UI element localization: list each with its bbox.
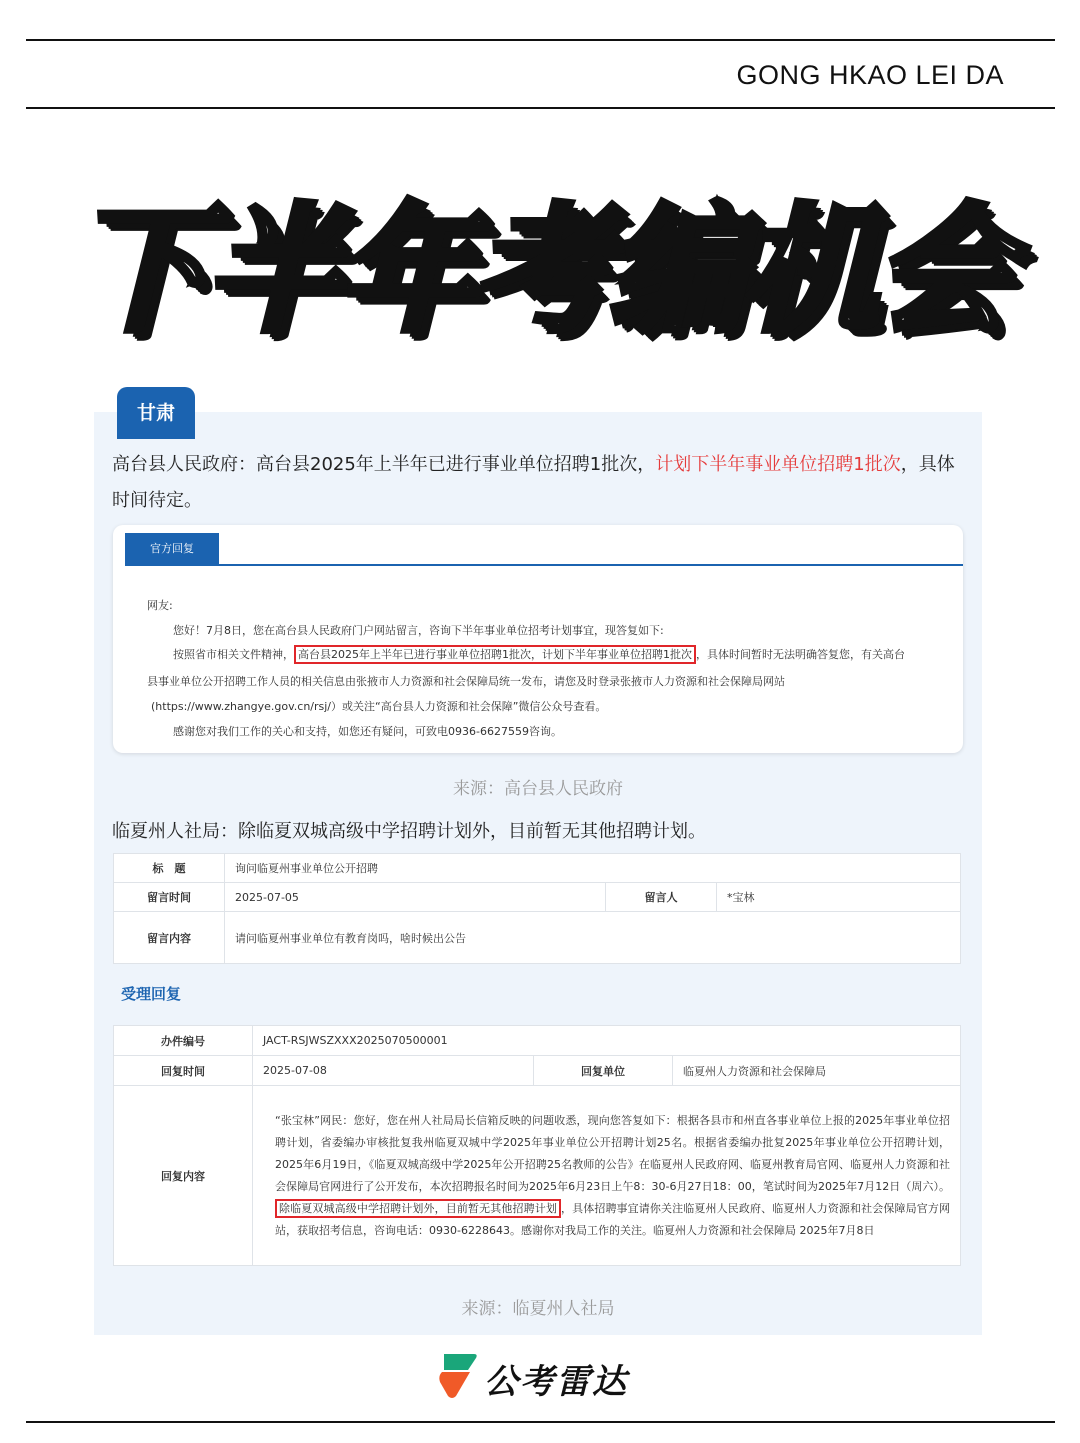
case-no-label: 办件编号 xyxy=(114,1026,253,1056)
reply-unit-value: 临夏州人力资源和社会保障局 xyxy=(673,1056,961,1086)
reply-content-highlight: 除临夏双城高级中学招聘计划外，目前暂无其他招聘计划 xyxy=(275,1199,561,1218)
item1-headline xyxy=(112,447,972,519)
region-tab: 甘肃 xyxy=(117,387,195,439)
reply-heading: 受理回复 xyxy=(121,985,182,1003)
official-reply-card xyxy=(113,525,963,753)
bottom-rule xyxy=(26,1421,1055,1423)
message-person-label: 留言人 xyxy=(606,883,717,912)
radar-logo-icon xyxy=(438,1352,480,1400)
message-person-value: *宝林 xyxy=(717,883,961,912)
reply-line-2 xyxy=(173,646,905,662)
official-reply-tab[interactable]: 官方回复 xyxy=(125,533,219,565)
header-rule xyxy=(26,107,1055,109)
case-no-value: JACT-RSJWSZXXX2025070500001 xyxy=(253,1026,961,1056)
message-time-label: 留言时间 xyxy=(114,883,225,912)
brand-header: GONG HKAO LEI DA xyxy=(736,60,1004,90)
item2-source: 来源：临夏州人社局 xyxy=(461,1299,615,1319)
reply-time-value: 2025-07-08 xyxy=(253,1056,534,1086)
reply-line-4: (https://www.zhangye.gov.cn/rsj/）或关注“高台县人力资源和社会保障”微信公众号查看。 xyxy=(151,700,607,713)
message-table xyxy=(113,853,961,964)
message-time-value: 2025-07-05 xyxy=(225,883,606,912)
reply-content-label: 回复内容 xyxy=(114,1086,253,1266)
tab-underline xyxy=(125,564,963,566)
reply-content-b: ，具体招聘事宜请你关注临夏州人民政府、临夏州人力资源和社会保障局官方网站，获取招考信息，咨询电话：0930-6228643。感谢你对我局工作的关注。临夏州人力资源和社会保障局 2025年7月8日 xyxy=(275,1201,951,1237)
message-content-label: 留言内容 xyxy=(114,912,225,964)
reply-time-label: 回复时间 xyxy=(114,1056,253,1086)
reply-line-2-a: 按照省市相关文件精神， xyxy=(173,648,294,661)
reply-line-1: 您好！7月8日，您在高台县人民政府门户网站留言，咨询下半年事业单位招考计划事宜，现答复如下: xyxy=(173,624,664,637)
reply-line-2-highlight: 高台县2025年上半年已进行事业单位招聘1批次，计划下半年事业单位招聘1批次 xyxy=(294,645,696,664)
item1-headline-prefix: 高台县人民政府：高台县2025年上半年已进行事业单位招聘1批次， xyxy=(112,454,656,475)
item1-headline-suffix: ，具体时间待定。 xyxy=(112,454,955,511)
item1-source: 来源：高台县人民政府 xyxy=(453,779,623,799)
reply-table xyxy=(113,1025,961,1266)
reply-unit-label: 回复单位 xyxy=(534,1056,673,1086)
message-content-value: 请问临夏州事业单位有教育岗吗，啥时候出公告 xyxy=(225,912,961,964)
hero-title: 下半年考编机会 xyxy=(70,190,1009,351)
top-rule xyxy=(26,39,1055,41)
reply-line-3: 县事业单位公开招聘工作人员的相关信息由张掖市人力资源和社会保障局统一发布，请您及时登录张掖市人力资源和社会保障局网站 xyxy=(147,675,785,688)
item1-headline-highlight: 计划下半年事业单位招聘1批次 xyxy=(655,454,901,475)
title-value: 询问临夏州事业单位公开招聘 xyxy=(225,854,961,883)
title-label: 标 题 xyxy=(114,854,225,883)
reply-greeting: 网友: xyxy=(147,599,173,612)
item2-headline: 临夏州人社局：除临夏双城高级中学招聘计划外，目前暂无其他招聘计划。 xyxy=(112,821,706,842)
reply-content-a: “张宝林”网民：您好，您在州人社局局长信箱反映的问题收悉，现向您答复如下：根据各县市和州直各事业单位上报的2025年事业单位招聘计划，省委编办审核批复我州临夏双城中学2025年事业单位公开招聘计划25名。根据省委编办批复2025年事业单位公开招聘计划，2025年6月19日，《临夏双城高级中学2025年公开招聘25名教师的公告》在临夏州人民政府网、临夏州教育局官网、临夏州人力资源和社会保障局官网进行了公开发布，本次招聘报名时间为2025年6月23日上午8：30-6月27日18：00，笔试时间为2025年7月12日（周六）。 xyxy=(275,1113,950,1193)
reply-line-2-b: ，具体时间暂时无法明确答复您，有关高台 xyxy=(696,648,905,661)
reply-line-5: 感谢您对我们工作的关心和支持，如您还有疑问，可致电0936-6627559咨询。 xyxy=(173,725,562,738)
logo-text: 公考雷达 xyxy=(484,1362,628,1402)
reply-content xyxy=(253,1086,961,1266)
